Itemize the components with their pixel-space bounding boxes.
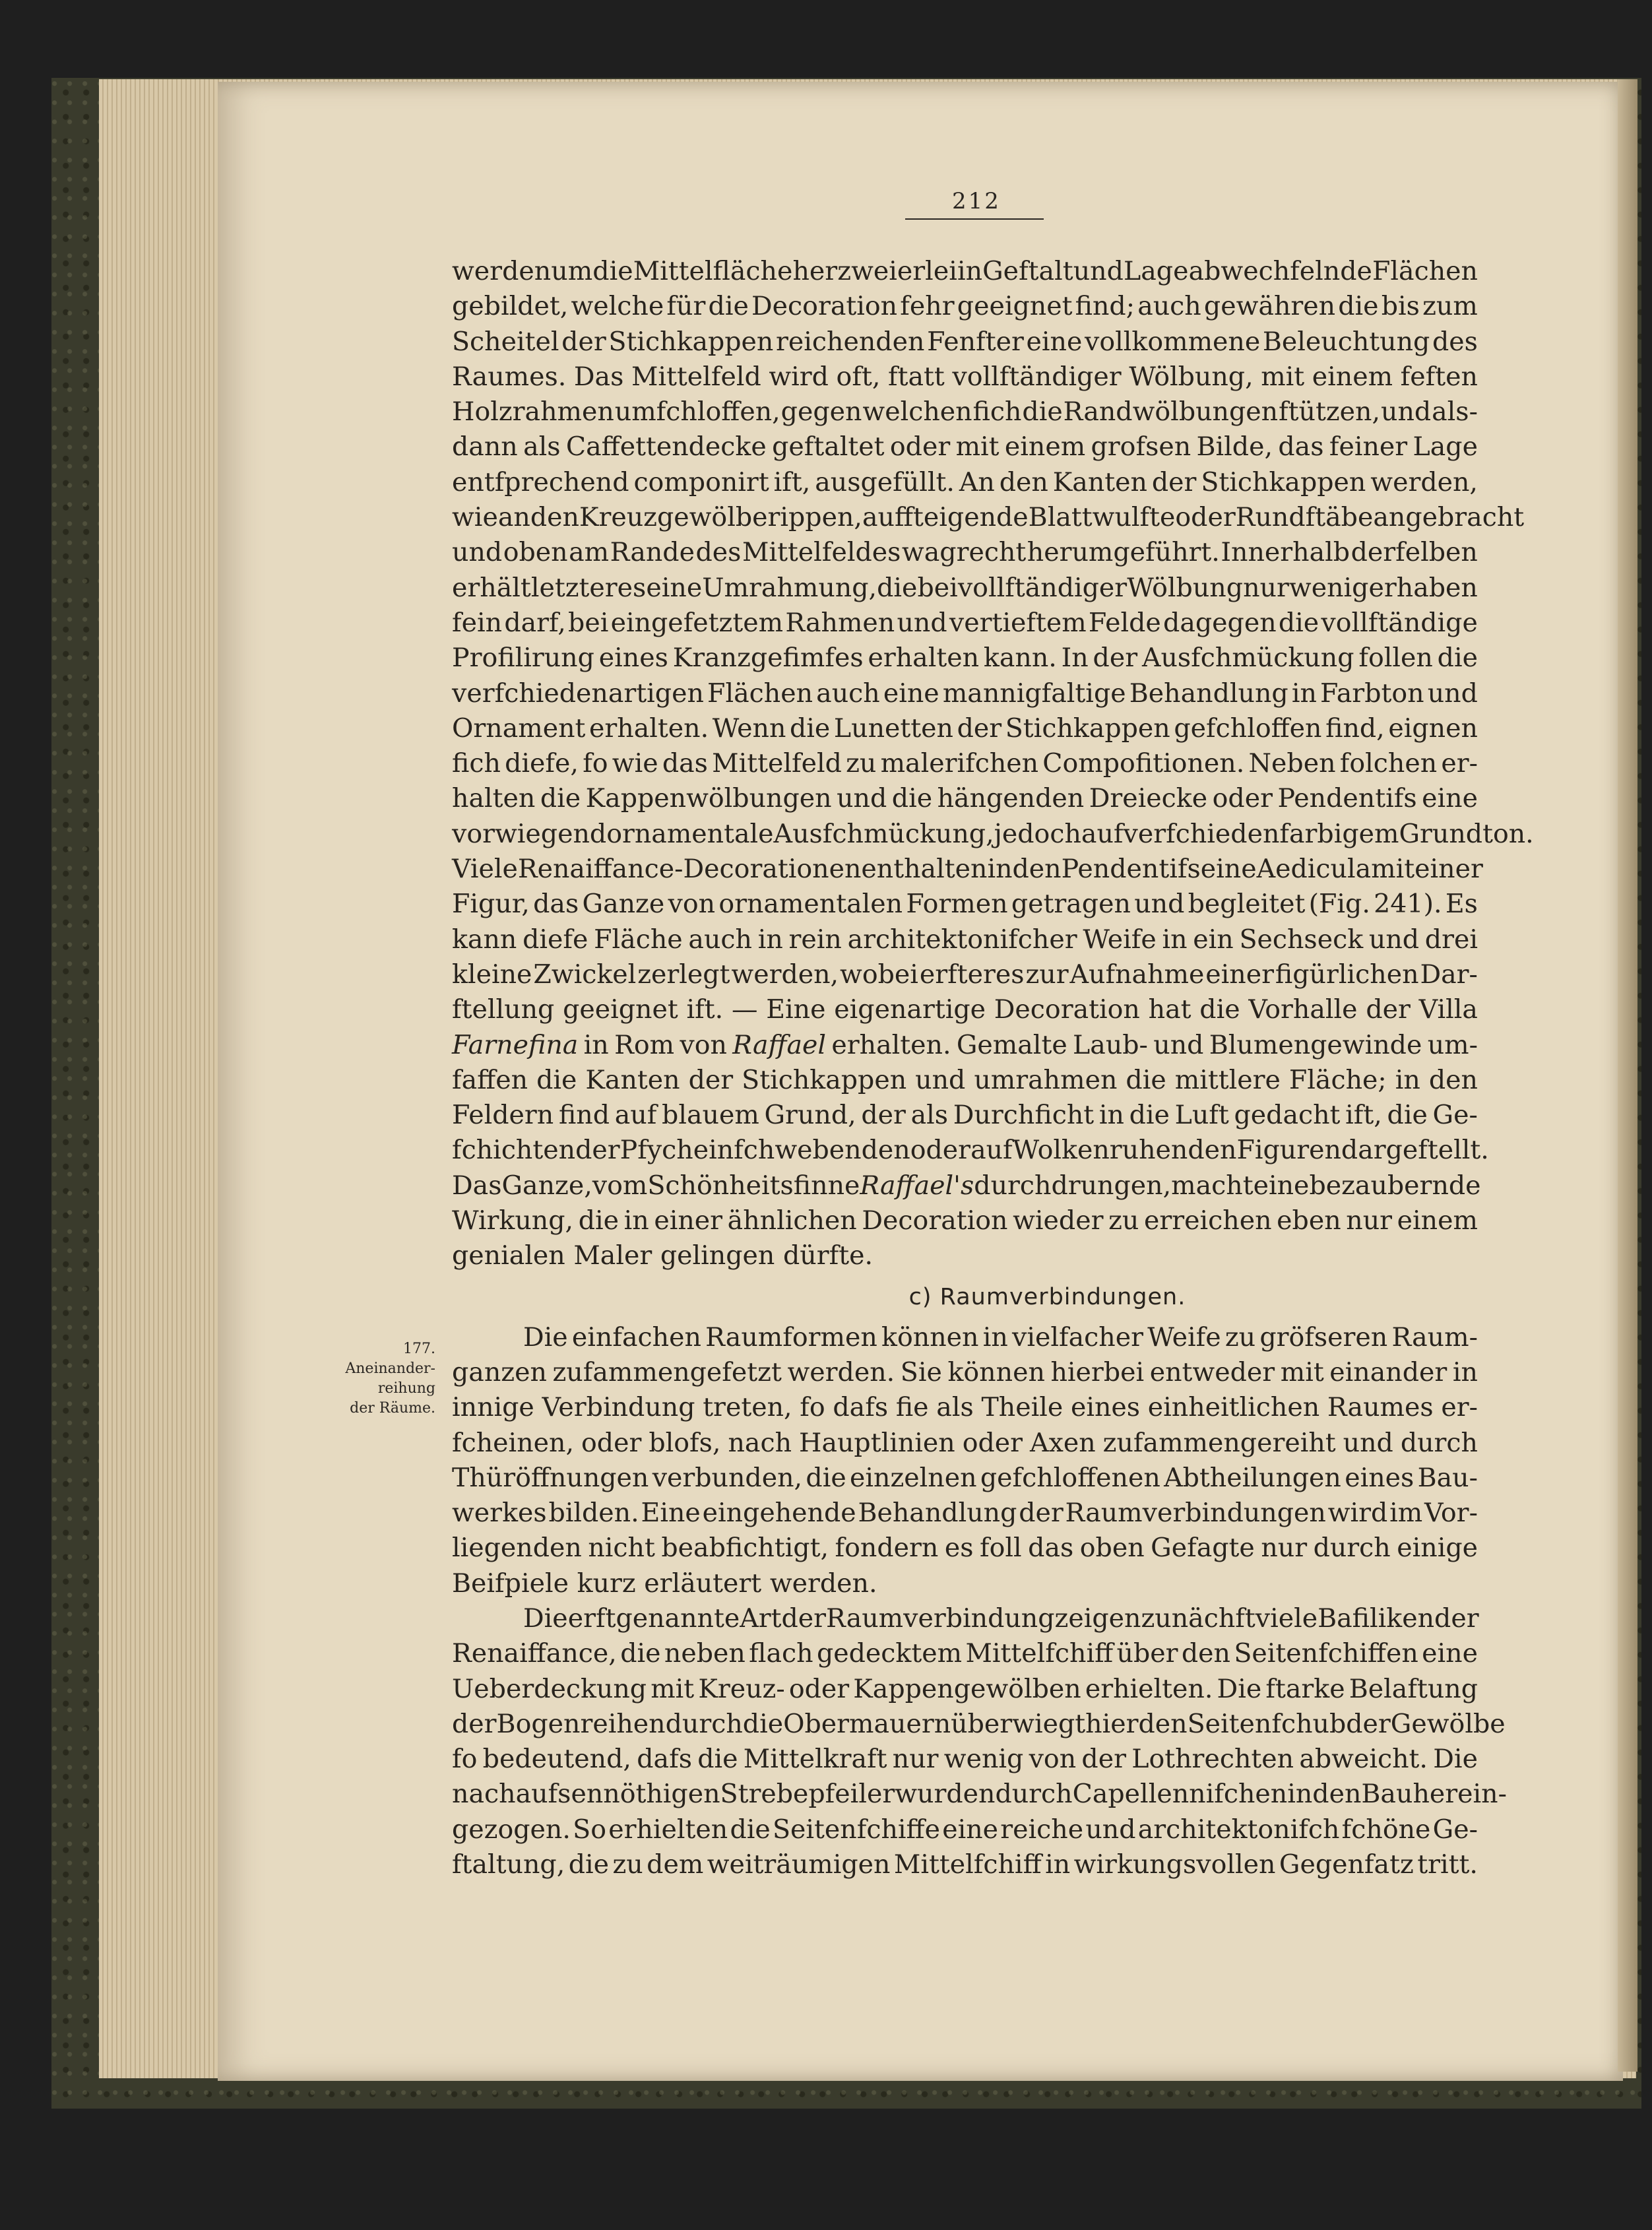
text-line: liegenden nicht beabfichtigt, fondern es foll das oben Gefagte nur durch einige	[452, 1533, 1478, 1564]
text-line: kleine Zwickel zerlegt werden, wobei erfteres zur Aufnahme einer figürlichen Dar-	[452, 959, 1478, 990]
text-line: ganzen zufammengefetzt werden. Sie können hierbei entweder mit einander in	[452, 1356, 1478, 1387]
text-line: Ornament erhalten. Wenn die Lunetten der Stichkappen gefchloffen find, eignen	[452, 713, 1478, 744]
text-line: fich diefe, fo wie das Mittelfeld zu malerifchen Compofitionen. Neben folchen er-	[452, 748, 1478, 779]
facing-page-edge	[1618, 79, 1637, 2072]
text-line: Das Ganze, vom Schönheitsfinne Raffael's durchdrungen, macht eine bezaubernde	[452, 1170, 1481, 1201]
text-line: fchichten der Pfyche in fchwebenden oder auf Wolken ruhenden Figuren dargeftellt.	[452, 1135, 1489, 1166]
text-line: Raumes. Das Mittelfeld wird oft, ftatt vollftändiger Wölbung, mit einem feften	[452, 361, 1478, 392]
text-line: Farnefina in Rom von Raffael erhalten. Gemalte Laub- und Blumengewinde um-	[452, 1029, 1478, 1060]
text-line: nach aufsen nöthigen Strebepfeiler wurden durch Capellennifchen in den Bau herein-	[452, 1779, 1507, 1810]
margin-note-line: der Räume.	[350, 1400, 435, 1417]
text-line: Ueberdeckung mit Kreuz- oder Kappengewölben erhielten. Die ftarke Belaftung	[452, 1673, 1478, 1704]
text-line: und oben am Rande des Mittelfeldes wagrecht herumgeführt. Innerhalb derfelben	[452, 537, 1478, 568]
text-line: Holzrahmen umfchloffen, gegen welchen fich die Randwölbungen ftützen, und als-	[452, 397, 1478, 428]
margin-note-number: 177.	[403, 1341, 435, 1357]
text-line: werden um die Mittelfläche her zweierlei in Geftalt und Lage abwechfelnde Flächen	[452, 256, 1478, 286]
text-line: gezogen. So erhielten die Seitenfchiffe eine reiche und architektonifch fchöne Ge-	[452, 1814, 1478, 1845]
body-text	[452, 254, 1534, 1882]
text-line: Die erftgenannte Art der Raumverbindung zeigen zunächft viele Bafiliken der	[523, 1603, 1479, 1634]
text-line: Die einfachen Raumformen können in vielfacher Weife zu gröfseren Raum-	[523, 1322, 1478, 1353]
text-line: Renaiffance, die neben flach gedecktem Mittelfchiff über den Seitenfchiffen eine	[452, 1638, 1478, 1669]
margin-note	[310, 1339, 435, 1418]
text-line: entfprechend componirt ift, ausgefüllt. An den Kanten der Stichkappen werden,	[452, 466, 1478, 497]
text-line: Scheitel der Stichkappen reichenden Fenfter eine vollkommene Beleuchtung des	[452, 326, 1478, 357]
text-line: innige Verbindung treten, fo dafs fie als Theile eines einheitlichen Raumes er-	[452, 1392, 1478, 1423]
text-line: Feldern find auf blauem Grund, der als Durchficht in die Luft gedacht ift, die Ge-	[452, 1100, 1478, 1131]
text-line: wie an den Kreuzgewölberippen, auffteigende Blattwulfte oder Rundftäbe angebracht	[452, 502, 1525, 533]
text-line: ftellung geeignet ift. — Eine eigenartige Decoration hat die Vorhalle der Villa	[452, 994, 1478, 1025]
text-line: werkes bilden. Eine eingehende Behandlung der Raumverbindungen wird im Vor-	[452, 1498, 1478, 1529]
text-line: fo bedeutend, dafs die Mittelkraft nur wenig von der Lothrechten abweicht. Die	[452, 1744, 1478, 1775]
text-line: Beifpiele kurz erläutert werden.	[452, 1568, 877, 1599]
text-line: verfchiedenartigen Flächen auch eine mannigfaltige Behandlung in Farbton und	[452, 678, 1478, 709]
text-line: genialen Maler gelingen dürfte.	[452, 1240, 874, 1271]
page-number: 212	[952, 188, 1001, 214]
text-line: erhält letzteres eine Umrahmung, die bei vollftändiger Wölbung nur wenig erhaben	[452, 572, 1478, 603]
text-line: Viele Renaiffance-Decorationen enthalten in den Pendentifs eine Aedicula mit einer	[452, 854, 1483, 885]
margin-note-line: Aneinander-	[345, 1360, 435, 1377]
text-line: der Bogenreihen durch die Obermauern überwiegt hier den Seitenfchub der Gewölbe	[452, 1708, 1506, 1739]
page-number-rule	[905, 218, 1044, 220]
text-line: dann als Caffettendecke geftaltet oder mit einem grofsen Bilde, das feiner Lage	[452, 431, 1478, 462]
text-line: gebildet, welche für die Decoration fehr geeignet find; auch gewähren die bis zum	[452, 291, 1478, 322]
text-line: vorwiegend ornamentale Ausfchmückung, jedoch auf verfchiedenfarbigem Grundton.	[452, 818, 1534, 849]
margin-note-line: reihung	[377, 1380, 435, 1397]
text-line: fein darf, bei eingefetztem Rahmen und vertieftem Felde dagegen die vollftändige	[452, 607, 1478, 638]
text-line: halten die Kappenwölbungen und die hängenden Dreiecke oder Pendentifs eine	[452, 783, 1478, 814]
text-line: faffen die Kanten der Stichkappen und umrahmen die mittlere Fläche; in den	[452, 1064, 1478, 1095]
text-line: kann diefe Fläche auch in rein architektonifcher Weife in ein Sechseck und drei	[452, 924, 1478, 955]
text-line: Figur, das Ganze von ornamentalen Formen getragen und begleitet (Fig. 241). Es	[452, 889, 1478, 920]
text-line: Wirkung, die in einer ähnlichen Decoration wieder zu erreichen eben nur einem	[452, 1205, 1478, 1236]
section-heading: c) Raumverbindungen.	[908, 1283, 1186, 1310]
text-line: Thüröffnungen verbunden, die einzelnen gefchloffenen Abtheilungen eines Bau-	[452, 1462, 1478, 1493]
text-line: fcheinen, oder blofs, nach Hauptlinien oder Axen zufammengereiht und durch	[452, 1427, 1478, 1458]
text-line: ftaltung, die zu dem weiträumigen Mittelfchiff in wirkungsvollen Gegenfatz tritt.	[452, 1849, 1478, 1880]
text-line: Profilirung eines Kranzgefimfes erhalten kann. In der Ausfchmückung follen die	[452, 643, 1478, 674]
